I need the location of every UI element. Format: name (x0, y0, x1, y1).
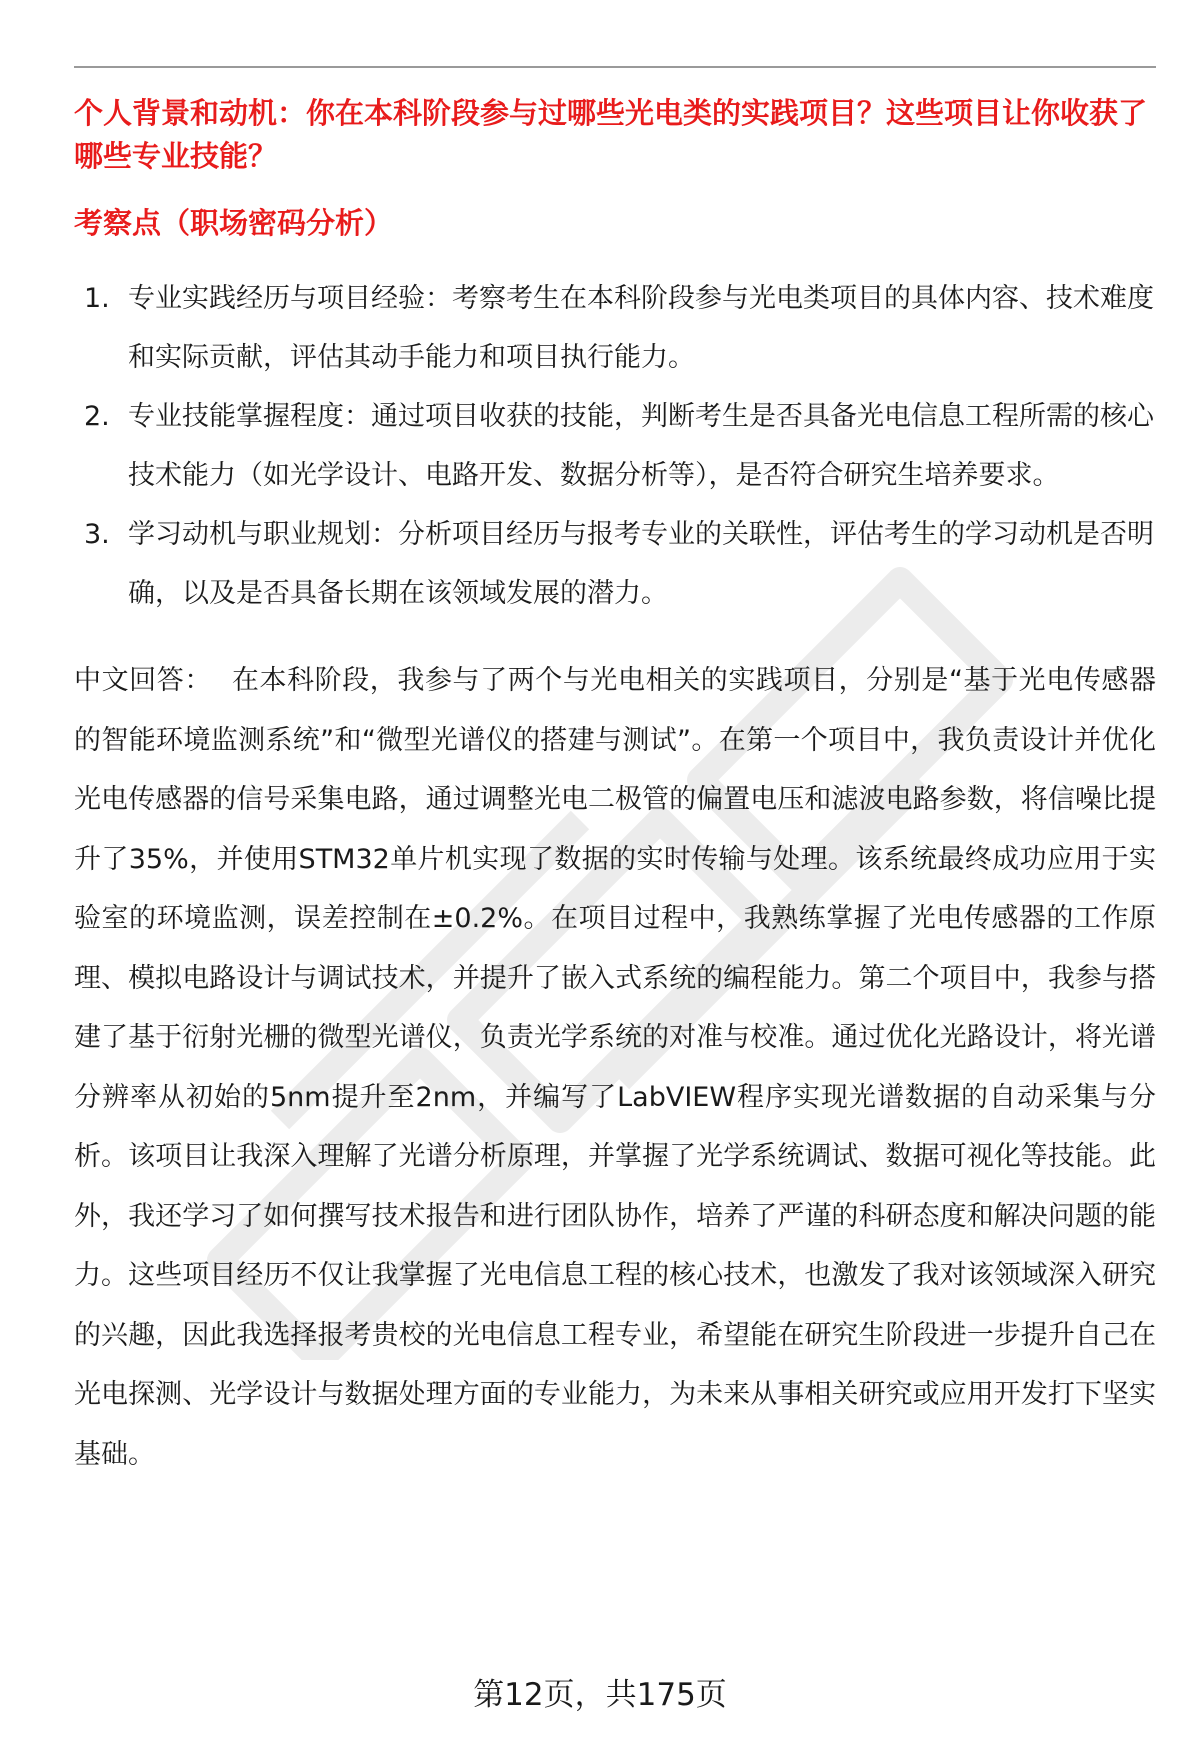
page-content (74, 92, 1156, 1511)
section-title: 考察点（职场密码分析） (74, 206, 394, 240)
list-item (74, 269, 1156, 387)
assessment-points-list (74, 269, 1156, 623)
answer-paragraph (74, 651, 1156, 1484)
page-number-footer: 第12页，共175页 (473, 1677, 727, 1713)
answer-label: 中文回答： (74, 665, 212, 696)
answer-text: 在本科阶段，我参与了两个与光电相关的实践项目，分别是“基于光电传感器的智能环境监测系统”和“微型光谱仪的搭建与测试”。在第一个项目中，我负责设计并优化光电传感器的信号采集电路，通过调整光电二极管的偏置电压和滤波电路参数，将信噪比提升了35%，并使用STM32单片机实现了数据的实时传输与处理。该系统最终成功应用于实验室的环境监测，误差控制在±0.2%。在项目过程中，我熟练掌握了光电传感器的工作原理、模拟电路设计与调试技术，并提升了嵌入式系统的编程能力。第二个项目中，我参与搭建了基于衍射光栅的微型光谱仪，负责光学系统的对准与校准。通过优化光路设计，将光谱分辨率从初始的5nm提升至2nm，并编写了LabVIEW程序实现光谱数据的自动采集与分析。该项目让我深入理解了光谱分析原理，并掌握了光学系统调试、数据可视化等技能。此外，我还学习了如何撰写技术报告和进行团队协作，培养了严谨的科研态度和解决问题的能力。这些项目经历不仅让我掌握了光电信息工程的核心技术，也激发了我对该领域深入研究的兴趣，因此我选择报考贵校的光电信息工程专业，希望能在研究生阶段进一步提升自己在光电探测、光学设计与数据处理方面的专业能力，为未来从事相关研究或应用开发打下坚实基础。 (74, 665, 1156, 1470)
list-item-text: 学习动机与职业规划：分析项目经历与报考专业的关联性，评估考生的学习动机是否明确，以及是否具备长期在该领域发展的潜力。 (128, 519, 1154, 609)
header-rule (74, 66, 1156, 68)
question-heading: 个人背景和动机：你在本科阶段参与过哪些光电类的实践项目？这些项目让你收获了哪些专业技能？ (74, 96, 1148, 173)
list-item-number: 1. (84, 283, 110, 314)
list-item (74, 505, 1156, 623)
list-item-number: 3. (84, 519, 110, 550)
list-item-text: 专业实践经历与项目经验：考察考生在本科阶段参与光电类项目的具体内容、技术难度和实际贡献，评估其动手能力和项目执行能力。 (128, 283, 1154, 373)
list-item-text: 专业技能掌握程度：通过项目收获的技能，判断考生是否具备光电信息工程所需的核心技术能力（如光学设计、电路开发、数据分析等），是否符合研究生培养要求。 (128, 401, 1154, 491)
list-item-number: 2. (84, 401, 110, 432)
list-item (74, 387, 1156, 505)
